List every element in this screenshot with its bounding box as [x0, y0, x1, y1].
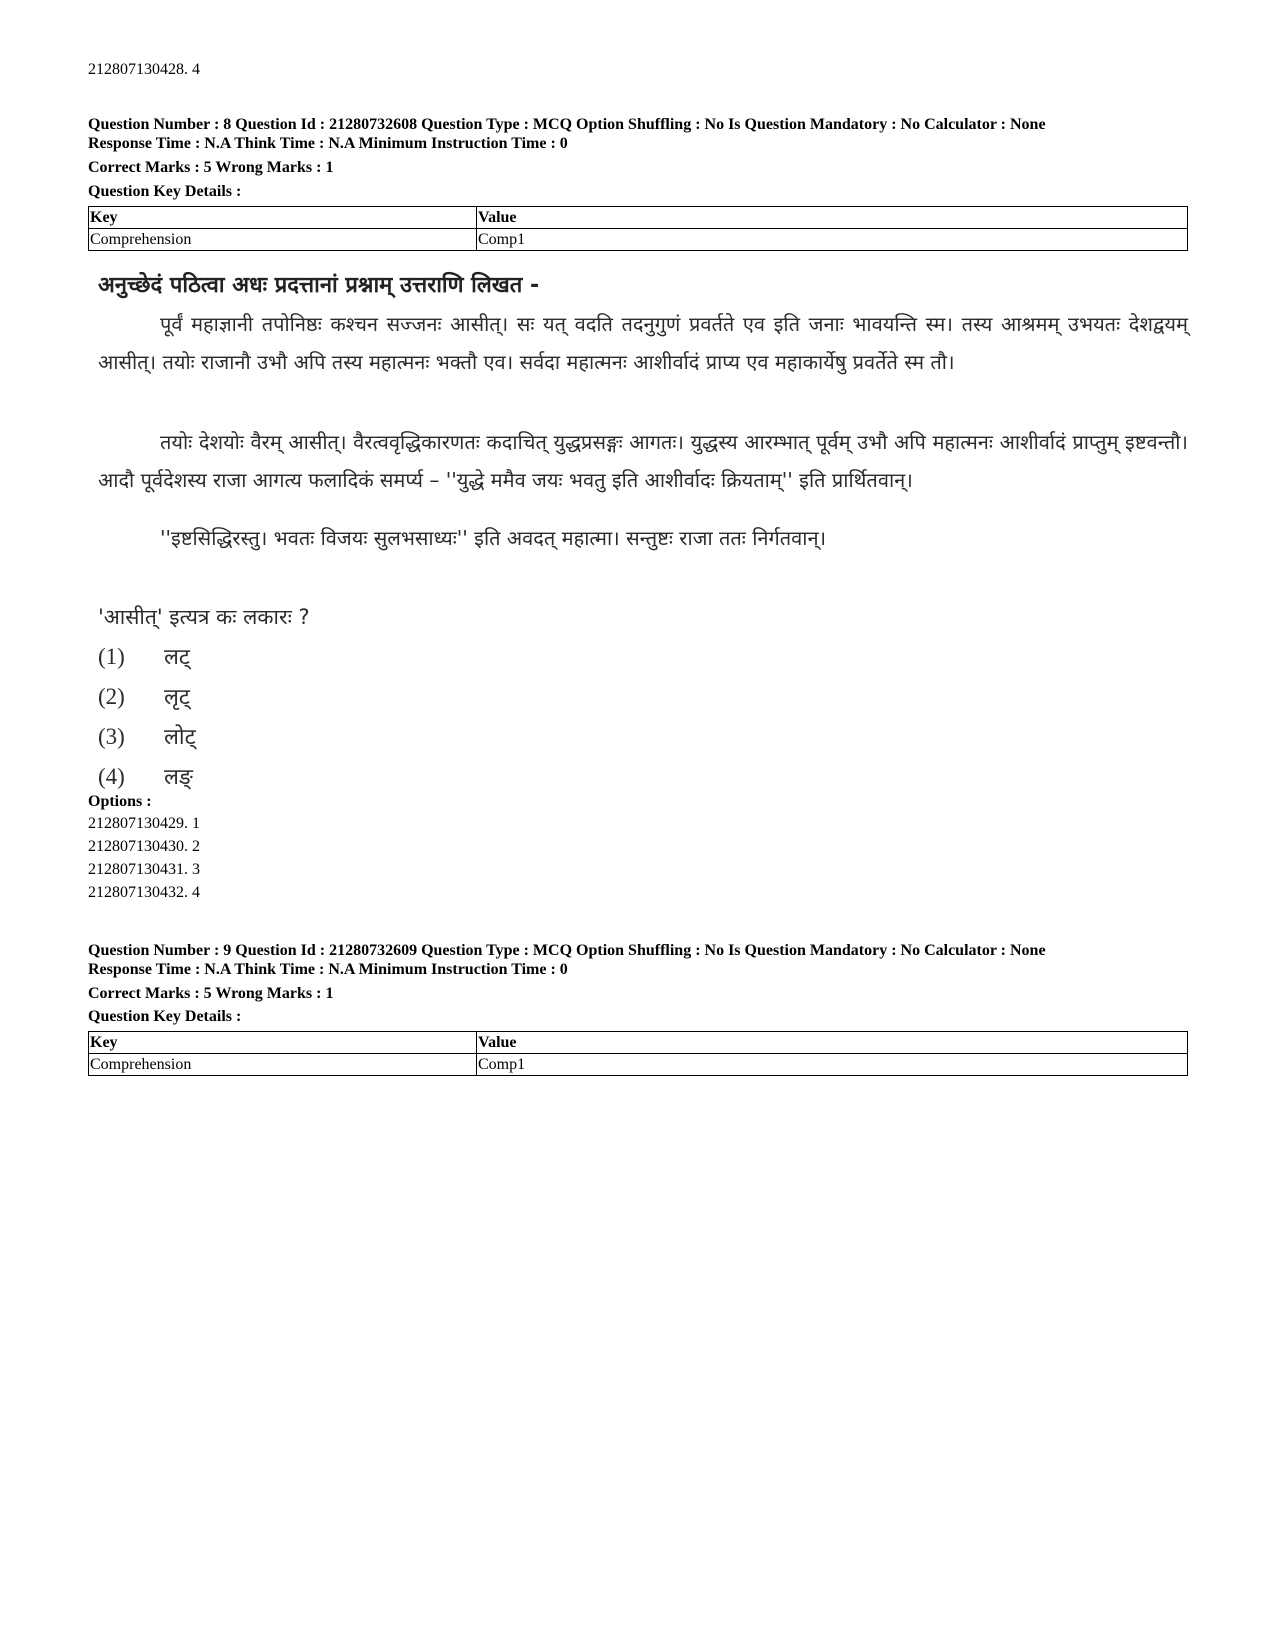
choice-3	[98, 721, 196, 751]
key-header: Key	[89, 207, 477, 229]
table-header-row	[89, 1032, 1188, 1054]
value-header: Value	[477, 1032, 1188, 1054]
option-item: 212807130432. 4	[88, 884, 200, 901]
q9-meta-line1: Question Number : 9 Question Id : 21280732609 Question Type : MCQ Option Shuffling : No Is Question Mandatory : No Calculator : None	[88, 942, 1046, 959]
passage-image	[88, 263, 1200, 798]
option-item: 212807130431. 3	[88, 861, 200, 878]
value-cell: Comp1	[477, 229, 1188, 251]
value-header: Value	[477, 207, 1188, 229]
key-header: Key	[89, 1032, 477, 1054]
passage-paragraph-3: ''इष्टसिद्धिरस्तु। भवतः विजयः सुलभसाध्यः'' इति अवदत् महात्मा। सन्तुष्टः राजा ततः निर्गतवान्।	[160, 526, 827, 550]
choice-4	[98, 761, 193, 791]
passage-heading: अनुच्छेदं पठित्वा अधः प्रदत्तानां प्रश्नाम् उत्तराणि लिखत -	[98, 273, 540, 298]
choice-2	[98, 681, 190, 711]
q8-options-label: Options :	[88, 793, 152, 810]
page-id: 212807130428. 4	[88, 61, 200, 78]
q8-marks: Correct Marks : 5 Wrong Marks : 1	[88, 159, 334, 176]
q9-meta-line2: Response Time : N.A Think Time : N.A Minimum Instruction Time : 0	[88, 961, 568, 978]
table-row	[89, 229, 1188, 251]
option-item: 212807130429. 1	[88, 815, 200, 832]
choice-number: (4)	[98, 764, 125, 789]
table-row	[89, 1054, 1188, 1076]
question-text: 'आसीत्' इत्यत्र कः लकारः ?	[98, 605, 310, 629]
q8-key-details-label: Question Key Details :	[88, 183, 242, 200]
q8-meta-line2: Response Time : N.A Think Time : N.A Minimum Instruction Time : 0	[88, 135, 568, 152]
choice-1	[98, 641, 190, 671]
q9-marks: Correct Marks : 5 Wrong Marks : 1	[88, 985, 334, 1002]
choice-text: लृट्	[164, 685, 191, 710]
choice-text: लोट्	[164, 725, 196, 750]
choice-text: लङ्	[164, 765, 193, 790]
choice-text: लट्	[164, 645, 191, 670]
value-cell: Comp1	[477, 1054, 1188, 1076]
choice-number: (2)	[98, 684, 125, 709]
passage-paragraph-2: तयोः देशयोः वैरम् आसीत्। वैरत्ववृद्धिकारणतः कदाचित् युद्धप्रसङ्गः आगतः। युद्धस्य आरम्भात् पूर्वम् उभौ अपि महात्मनः आशीर्वादं प्राप्तुम् इष्टवन्तौ। आदौ पूर्वदेशस्य राजा आगत्य फलादिकं समर्प्य – ''युद्धे ममैव जयः भवतु इति आशीर्वादः क्रियताम्'' इति प्रार्थितवान्।	[98, 430, 1188, 492]
choice-number: (1)	[98, 644, 125, 669]
table-header-row	[89, 207, 1188, 229]
q9-key-details-label: Question Key Details :	[88, 1008, 242, 1025]
choice-number: (3)	[98, 724, 125, 749]
key-cell: Comprehension	[89, 229, 477, 251]
option-item: 212807130430. 2	[88, 838, 200, 855]
q9-key-table	[88, 1031, 1188, 1076]
q8-key-table	[88, 206, 1188, 251]
key-cell: Comprehension	[89, 1054, 477, 1076]
q8-meta-line1: Question Number : 8 Question Id : 21280732608 Question Type : MCQ Option Shuffling : No Is Question Mandatory : No Calculator : None	[88, 116, 1046, 133]
passage-paragraph-1: पूर्वं महाज्ञानी तपोनिष्ठः कश्चन सज्जनः आसीत्। सः यत् वदति तदनुगुणं प्रवर्तते एव इति जनाः भावयन्ति स्म। तस्य आश्रमम् उभयतः देशद्वयम् आसीत्। तयोः राजानौ उभौ अपि तस्य महात्मनः भक्तौ एव। सर्वदा महात्मनः आशीर्वादं प्राप्य एव महाकार्येषु प्रवर्तेते स्म तौ।	[98, 312, 1188, 374]
